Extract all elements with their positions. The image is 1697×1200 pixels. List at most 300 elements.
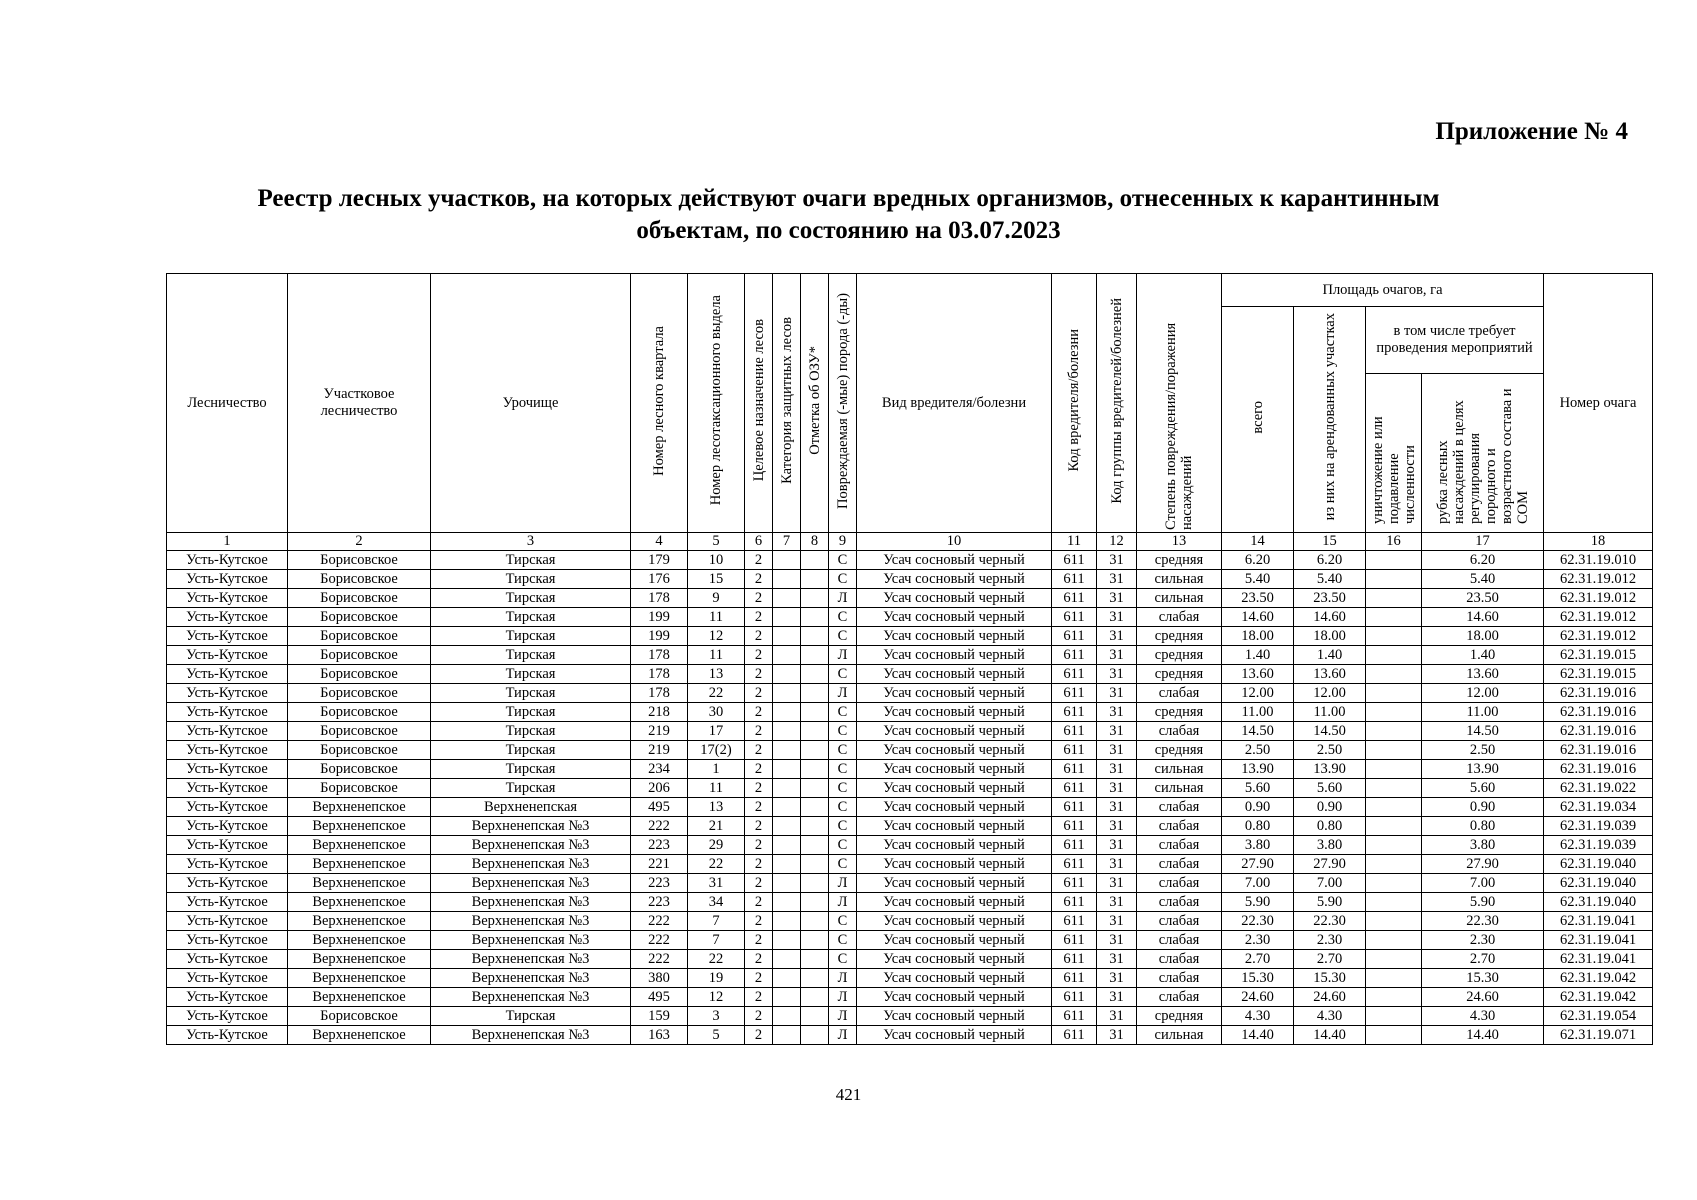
cell-damage-degree: сильная xyxy=(1137,760,1222,779)
cell-tract: Тирская xyxy=(431,1007,631,1026)
cell-forestry: Усть-Кутское xyxy=(167,779,288,798)
table-row xyxy=(167,741,1653,760)
cell-ozu-mark xyxy=(801,855,829,874)
column-number-cell: 9 xyxy=(829,533,857,551)
cell-measure-cutting: 12.00 xyxy=(1422,684,1544,703)
cell-quarter-number: 178 xyxy=(631,589,688,608)
table-row xyxy=(167,627,1653,646)
cell-quarter-number: 222 xyxy=(631,931,688,950)
cell-allotment-number: 22 xyxy=(688,684,745,703)
cell-pest-code: 611 xyxy=(1052,722,1097,741)
cell-district-forestry: Верхненепское xyxy=(288,988,431,1007)
cell-pest-group-code: 31 xyxy=(1097,703,1137,722)
cell-tract: Тирская xyxy=(431,589,631,608)
cell-district-forestry: Борисовское xyxy=(288,779,431,798)
cell-measure-cutting: 14.60 xyxy=(1422,608,1544,627)
cell-damage-degree: сильная xyxy=(1137,779,1222,798)
cell-measure-cutting: 24.60 xyxy=(1422,988,1544,1007)
cell-tract: Тирская xyxy=(431,722,631,741)
cell-forestry: Усть-Кутское xyxy=(167,627,288,646)
cell-quarter-number: 222 xyxy=(631,950,688,969)
cell-pest-type: Усач сосновый черный xyxy=(857,741,1052,760)
cell-district-forestry: Борисовское xyxy=(288,551,431,570)
cell-pest-group-code: 31 xyxy=(1097,988,1137,1007)
table-row xyxy=(167,950,1653,969)
header-measure-destroy: уничтожение или подавление численности xyxy=(1366,374,1422,533)
header-pest-group-code: Код группы вредителей/болезней xyxy=(1097,274,1137,533)
cell-measure-cutting: 15.30 xyxy=(1422,969,1544,988)
cell-quarter-number: 159 xyxy=(631,1007,688,1026)
cell-tract: Верхненепская №3 xyxy=(431,950,631,969)
cell-damaged-species: Л xyxy=(829,1007,857,1026)
cell-damaged-species: Л xyxy=(829,969,857,988)
cell-ozu-mark xyxy=(801,969,829,988)
cell-damage-degree: средняя xyxy=(1137,551,1222,570)
cell-forest-purpose: 2 xyxy=(745,627,773,646)
column-number-cell: 16 xyxy=(1366,533,1422,551)
cell-focus-number: 62.31.19.012 xyxy=(1544,589,1653,608)
cell-pest-code: 611 xyxy=(1052,760,1097,779)
cell-damage-degree: сильная xyxy=(1137,570,1222,589)
cell-allotment-number: 19 xyxy=(688,969,745,988)
cell-quarter-number: 223 xyxy=(631,836,688,855)
cell-measure-destroy xyxy=(1366,855,1422,874)
cell-focus-number: 62.31.19.016 xyxy=(1544,760,1653,779)
cell-area-total: 22.30 xyxy=(1222,912,1294,931)
cell-tract: Тирская xyxy=(431,646,631,665)
cell-district-forestry: Верхненепское xyxy=(288,836,431,855)
cell-measure-destroy xyxy=(1366,950,1422,969)
cell-tract: Тирская xyxy=(431,703,631,722)
cell-measure-cutting: 13.90 xyxy=(1422,760,1544,779)
cell-area-total: 13.60 xyxy=(1222,665,1294,684)
cell-allotment-number: 29 xyxy=(688,836,745,855)
cell-area-leased: 5.40 xyxy=(1294,570,1366,589)
cell-focus-number: 62.31.19.040 xyxy=(1544,893,1653,912)
cell-forestry: Усть-Кутское xyxy=(167,988,288,1007)
cell-pest-group-code: 31 xyxy=(1097,589,1137,608)
table-row xyxy=(167,665,1653,684)
cell-focus-number: 62.31.19.042 xyxy=(1544,969,1653,988)
cell-measure-cutting: 1.40 xyxy=(1422,646,1544,665)
cell-area-total: 5.90 xyxy=(1222,893,1294,912)
cell-allotment-number: 22 xyxy=(688,950,745,969)
cell-tract: Верхненепская №3 xyxy=(431,836,631,855)
cell-measure-destroy xyxy=(1366,570,1422,589)
cell-tract: Тирская xyxy=(431,627,631,646)
table-row xyxy=(167,798,1653,817)
cell-damaged-species: С xyxy=(829,912,857,931)
cell-measure-cutting: 23.50 xyxy=(1422,589,1544,608)
header-tract: Урочище xyxy=(431,274,631,533)
cell-pest-code: 611 xyxy=(1052,779,1097,798)
cell-ozu-mark xyxy=(801,950,829,969)
cell-quarter-number: 221 xyxy=(631,855,688,874)
cell-district-forestry: Верхненепское xyxy=(288,855,431,874)
cell-pest-type: Усач сосновый черный xyxy=(857,893,1052,912)
cell-focus-number: 62.31.19.012 xyxy=(1544,570,1653,589)
cell-protective-category xyxy=(773,817,801,836)
cell-damaged-species: С xyxy=(829,551,857,570)
cell-forestry: Усть-Кутское xyxy=(167,646,288,665)
cell-damaged-species: Л xyxy=(829,589,857,608)
cell-allotment-number: 13 xyxy=(688,798,745,817)
table-row xyxy=(167,779,1653,798)
cell-focus-number: 62.31.19.039 xyxy=(1544,836,1653,855)
cell-damage-degree: сильная xyxy=(1137,1026,1222,1045)
cell-area-leased: 2.70 xyxy=(1294,950,1366,969)
cell-area-total: 11.00 xyxy=(1222,703,1294,722)
cell-focus-number: 62.31.19.012 xyxy=(1544,608,1653,627)
column-number-cell: 14 xyxy=(1222,533,1294,551)
cell-quarter-number: 495 xyxy=(631,988,688,1007)
cell-forestry: Усть-Кутское xyxy=(167,836,288,855)
cell-area-total: 4.30 xyxy=(1222,1007,1294,1026)
cell-pest-type: Усач сосновый черный xyxy=(857,627,1052,646)
cell-focus-number: 62.31.19.042 xyxy=(1544,988,1653,1007)
cell-area-total: 0.90 xyxy=(1222,798,1294,817)
cell-damaged-species: С xyxy=(829,950,857,969)
cell-quarter-number: 199 xyxy=(631,627,688,646)
cell-quarter-number: 223 xyxy=(631,874,688,893)
cell-area-leased: 22.30 xyxy=(1294,912,1366,931)
cell-ozu-mark xyxy=(801,760,829,779)
cell-area-leased: 4.30 xyxy=(1294,1007,1366,1026)
cell-damaged-species: Л xyxy=(829,1026,857,1045)
cell-tract: Верхненепская №3 xyxy=(431,969,631,988)
cell-forest-purpose: 2 xyxy=(745,817,773,836)
cell-measure-cutting: 2.70 xyxy=(1422,950,1544,969)
cell-forestry: Усть-Кутское xyxy=(167,855,288,874)
cell-protective-category xyxy=(773,551,801,570)
cell-protective-category xyxy=(773,665,801,684)
cell-district-forestry: Борисовское xyxy=(288,570,431,589)
column-number-cell: 5 xyxy=(688,533,745,551)
cell-measure-cutting: 0.80 xyxy=(1422,817,1544,836)
cell-damage-degree: средняя xyxy=(1137,703,1222,722)
cell-allotment-number: 12 xyxy=(688,988,745,1007)
cell-area-total: 2.70 xyxy=(1222,950,1294,969)
cell-district-forestry: Верхненепское xyxy=(288,874,431,893)
cell-area-leased: 14.60 xyxy=(1294,608,1366,627)
appendix-label: Приложение № 4 xyxy=(1435,118,1628,145)
cell-measure-cutting: 2.50 xyxy=(1422,741,1544,760)
cell-area-leased: 27.90 xyxy=(1294,855,1366,874)
cell-area-total: 3.80 xyxy=(1222,836,1294,855)
cell-focus-number: 62.31.19.040 xyxy=(1544,855,1653,874)
cell-forestry: Усть-Кутское xyxy=(167,874,288,893)
cell-damage-degree: средняя xyxy=(1137,627,1222,646)
cell-damaged-species: С xyxy=(829,722,857,741)
cell-forest-purpose: 2 xyxy=(745,798,773,817)
cell-protective-category xyxy=(773,722,801,741)
cell-focus-number: 62.31.19.016 xyxy=(1544,741,1653,760)
cell-ozu-mark xyxy=(801,931,829,950)
cell-focus-number: 62.31.19.016 xyxy=(1544,722,1653,741)
cell-area-total: 12.00 xyxy=(1222,684,1294,703)
cell-allotment-number: 12 xyxy=(688,627,745,646)
cell-measure-cutting: 27.90 xyxy=(1422,855,1544,874)
cell-focus-number: 62.31.19.039 xyxy=(1544,817,1653,836)
cell-district-forestry: Борисовское xyxy=(288,684,431,703)
header-damaged-species: Повреждаемая (-мые) порода (-ды) xyxy=(829,274,857,533)
cell-protective-category xyxy=(773,1026,801,1045)
cell-area-total: 18.00 xyxy=(1222,627,1294,646)
cell-damaged-species: Л xyxy=(829,988,857,1007)
cell-area-total: 0.80 xyxy=(1222,817,1294,836)
cell-forest-purpose: 2 xyxy=(745,912,773,931)
table-row xyxy=(167,893,1653,912)
cell-pest-group-code: 31 xyxy=(1097,817,1137,836)
cell-pest-group-code: 31 xyxy=(1097,855,1137,874)
cell-damage-degree: слабая xyxy=(1137,988,1222,1007)
cell-forestry: Усть-Кутское xyxy=(167,931,288,950)
header-allotment-number: Номер лесотаксационного выдела xyxy=(688,274,745,533)
cell-tract: Тирская xyxy=(431,551,631,570)
header-forest-purpose: Целевое назначение лесов xyxy=(745,274,773,533)
cell-pest-code: 611 xyxy=(1052,646,1097,665)
cell-tract: Верхненепская №3 xyxy=(431,1026,631,1045)
header-measures-group: в том числе требует проведения мероприятий xyxy=(1366,307,1544,374)
cell-area-leased: 2.50 xyxy=(1294,741,1366,760)
cell-quarter-number: 178 xyxy=(631,646,688,665)
cell-damaged-species: С xyxy=(829,741,857,760)
cell-pest-type: Усач сосновый черный xyxy=(857,722,1052,741)
cell-ozu-mark xyxy=(801,608,829,627)
cell-quarter-number: 176 xyxy=(631,570,688,589)
cell-measure-cutting: 18.00 xyxy=(1422,627,1544,646)
cell-allotment-number: 30 xyxy=(688,703,745,722)
cell-pest-code: 611 xyxy=(1052,1007,1097,1026)
cell-forestry: Усть-Кутское xyxy=(167,608,288,627)
cell-pest-type: Усач сосновый черный xyxy=(857,1026,1052,1045)
cell-measure-destroy xyxy=(1366,741,1422,760)
header-area-total: всего xyxy=(1222,307,1294,533)
cell-pest-group-code: 31 xyxy=(1097,798,1137,817)
cell-area-total: 14.40 xyxy=(1222,1026,1294,1045)
cell-area-total: 5.60 xyxy=(1222,779,1294,798)
cell-damage-degree: сильная xyxy=(1137,589,1222,608)
cell-pest-code: 611 xyxy=(1052,874,1097,893)
cell-area-leased: 14.40 xyxy=(1294,1026,1366,1045)
cell-forest-purpose: 2 xyxy=(745,1026,773,1045)
column-number-cell: 6 xyxy=(745,533,773,551)
cell-ozu-mark xyxy=(801,798,829,817)
cell-tract: Тирская xyxy=(431,741,631,760)
cell-forestry: Усть-Кутское xyxy=(167,741,288,760)
cell-district-forestry: Верхненепское xyxy=(288,931,431,950)
cell-protective-category xyxy=(773,741,801,760)
cell-area-leased: 5.90 xyxy=(1294,893,1366,912)
cell-forest-purpose: 2 xyxy=(745,779,773,798)
cell-protective-category xyxy=(773,950,801,969)
cell-measure-destroy xyxy=(1366,646,1422,665)
header-area-group: Площадь очагов, га xyxy=(1222,274,1544,307)
cell-damage-degree: слабая xyxy=(1137,874,1222,893)
cell-damage-degree: слабая xyxy=(1137,836,1222,855)
table-row xyxy=(167,722,1653,741)
cell-forest-purpose: 2 xyxy=(745,722,773,741)
cell-pest-group-code: 31 xyxy=(1097,912,1137,931)
header-forestry: Лесничество xyxy=(167,274,288,533)
cell-pest-code: 611 xyxy=(1052,817,1097,836)
cell-ozu-mark xyxy=(801,836,829,855)
cell-measure-destroy xyxy=(1366,722,1422,741)
cell-allotment-number: 11 xyxy=(688,779,745,798)
cell-pest-group-code: 31 xyxy=(1097,950,1137,969)
cell-measure-destroy xyxy=(1366,969,1422,988)
cell-pest-group-code: 31 xyxy=(1097,1026,1137,1045)
cell-pest-type: Усач сосновый черный xyxy=(857,988,1052,1007)
cell-pest-group-code: 31 xyxy=(1097,760,1137,779)
cell-quarter-number: 380 xyxy=(631,969,688,988)
cell-district-forestry: Борисовское xyxy=(288,741,431,760)
cell-area-total: 5.40 xyxy=(1222,570,1294,589)
cell-district-forestry: Борисовское xyxy=(288,722,431,741)
table-row xyxy=(167,1026,1653,1045)
cell-area-leased: 6.20 xyxy=(1294,551,1366,570)
cell-pest-group-code: 31 xyxy=(1097,931,1137,950)
cell-forestry: Усть-Кутское xyxy=(167,950,288,969)
cell-measure-cutting: 14.50 xyxy=(1422,722,1544,741)
cell-pest-group-code: 31 xyxy=(1097,570,1137,589)
column-numbers-row xyxy=(167,533,1653,551)
header-district-forestry: Участковое лесничество xyxy=(288,274,431,533)
cell-allotment-number: 34 xyxy=(688,893,745,912)
cell-allotment-number: 17 xyxy=(688,722,745,741)
cell-pest-type: Усач сосновый черный xyxy=(857,836,1052,855)
cell-pest-type: Усач сосновый черный xyxy=(857,608,1052,627)
registry-table xyxy=(166,273,1653,1045)
table-row xyxy=(167,570,1653,589)
cell-measure-destroy xyxy=(1366,988,1422,1007)
cell-forestry: Усть-Кутское xyxy=(167,589,288,608)
cell-area-leased: 18.00 xyxy=(1294,627,1366,646)
cell-measure-destroy xyxy=(1366,893,1422,912)
cell-protective-category xyxy=(773,760,801,779)
cell-forest-purpose: 2 xyxy=(745,969,773,988)
cell-district-forestry: Борисовское xyxy=(288,627,431,646)
cell-forestry: Усть-Кутское xyxy=(167,969,288,988)
cell-pest-code: 611 xyxy=(1052,950,1097,969)
cell-damage-degree: слабая xyxy=(1137,893,1222,912)
cell-measure-cutting: 4.30 xyxy=(1422,1007,1544,1026)
cell-pest-type: Усач сосновый черный xyxy=(857,665,1052,684)
cell-forest-purpose: 2 xyxy=(745,855,773,874)
cell-measure-destroy xyxy=(1366,798,1422,817)
cell-protective-category xyxy=(773,684,801,703)
cell-forest-purpose: 2 xyxy=(745,608,773,627)
cell-protective-category xyxy=(773,627,801,646)
cell-pest-group-code: 31 xyxy=(1097,836,1137,855)
cell-damage-degree: средняя xyxy=(1137,1007,1222,1026)
cell-forestry: Усть-Кутское xyxy=(167,817,288,836)
cell-district-forestry: Верхненепское xyxy=(288,950,431,969)
cell-damaged-species: С xyxy=(829,703,857,722)
cell-pest-group-code: 31 xyxy=(1097,646,1137,665)
cell-area-total: 13.90 xyxy=(1222,760,1294,779)
cell-pest-type: Усач сосновый черный xyxy=(857,931,1052,950)
cell-forest-purpose: 2 xyxy=(745,646,773,665)
cell-ozu-mark xyxy=(801,703,829,722)
cell-allotment-number: 21 xyxy=(688,817,745,836)
header-pest-code: Код вредителя/болезни xyxy=(1052,274,1097,533)
cell-pest-code: 611 xyxy=(1052,969,1097,988)
cell-measure-cutting: 2.30 xyxy=(1422,931,1544,950)
cell-district-forestry: Верхненепское xyxy=(288,912,431,931)
cell-allotment-number: 3 xyxy=(688,1007,745,1026)
cell-pest-type: Усач сосновый черный xyxy=(857,551,1052,570)
cell-focus-number: 62.31.19.041 xyxy=(1544,931,1653,950)
cell-area-leased: 23.50 xyxy=(1294,589,1366,608)
table-body xyxy=(167,533,1653,1045)
cell-forestry: Усть-Кутское xyxy=(167,703,288,722)
cell-measure-destroy xyxy=(1366,684,1422,703)
cell-pest-type: Усач сосновый черный xyxy=(857,817,1052,836)
cell-damaged-species: С xyxy=(829,608,857,627)
cell-pest-type: Усач сосновый черный xyxy=(857,684,1052,703)
cell-allotment-number: 1 xyxy=(688,760,745,779)
cell-tract: Тирская xyxy=(431,684,631,703)
cell-quarter-number: 219 xyxy=(631,722,688,741)
cell-district-forestry: Борисовское xyxy=(288,665,431,684)
cell-pest-group-code: 31 xyxy=(1097,722,1137,741)
cell-forestry: Усть-Кутское xyxy=(167,665,288,684)
header-measure-cutting: рубка лесных насаждений в целях регулирования породного и возрастного состава и СОМ xyxy=(1422,374,1544,533)
cell-damage-degree: слабая xyxy=(1137,912,1222,931)
cell-damage-degree: слабая xyxy=(1137,684,1222,703)
cell-tract: Верхненепская №3 xyxy=(431,855,631,874)
cell-forest-purpose: 2 xyxy=(745,1007,773,1026)
table-row xyxy=(167,874,1653,893)
cell-damaged-species: Л xyxy=(829,646,857,665)
cell-damaged-species: С xyxy=(829,817,857,836)
cell-protective-category xyxy=(773,779,801,798)
cell-quarter-number: 495 xyxy=(631,798,688,817)
cell-pest-code: 611 xyxy=(1052,570,1097,589)
cell-damaged-species: С xyxy=(829,798,857,817)
cell-pest-code: 611 xyxy=(1052,912,1097,931)
table-row xyxy=(167,969,1653,988)
cell-ozu-mark xyxy=(801,779,829,798)
table-row xyxy=(167,931,1653,950)
cell-ozu-mark xyxy=(801,741,829,760)
cell-measure-destroy xyxy=(1366,836,1422,855)
cell-measure-cutting: 14.40 xyxy=(1422,1026,1544,1045)
cell-district-forestry: Борисовское xyxy=(288,608,431,627)
cell-pest-group-code: 31 xyxy=(1097,969,1137,988)
cell-area-total: 24.60 xyxy=(1222,988,1294,1007)
cell-measure-destroy xyxy=(1366,779,1422,798)
cell-measure-cutting: 5.60 xyxy=(1422,779,1544,798)
cell-area-total: 23.50 xyxy=(1222,589,1294,608)
cell-ozu-mark xyxy=(801,817,829,836)
cell-quarter-number: 222 xyxy=(631,912,688,931)
cell-allotment-number: 10 xyxy=(688,551,745,570)
cell-focus-number: 62.31.19.054 xyxy=(1544,1007,1653,1026)
cell-pest-code: 611 xyxy=(1052,855,1097,874)
cell-forest-purpose: 2 xyxy=(745,836,773,855)
cell-pest-code: 611 xyxy=(1052,836,1097,855)
column-number-cell: 18 xyxy=(1544,533,1653,551)
cell-forestry: Усть-Кутское xyxy=(167,570,288,589)
header-pest-type: Вид вредителя/болезни xyxy=(857,274,1052,533)
header-damage-degree: Степень повреждения/поражения насаждений xyxy=(1137,274,1222,533)
column-number-cell: 2 xyxy=(288,533,431,551)
cell-area-leased: 12.00 xyxy=(1294,684,1366,703)
cell-tract: Верхненепская №3 xyxy=(431,931,631,950)
page-title xyxy=(150,183,1547,247)
